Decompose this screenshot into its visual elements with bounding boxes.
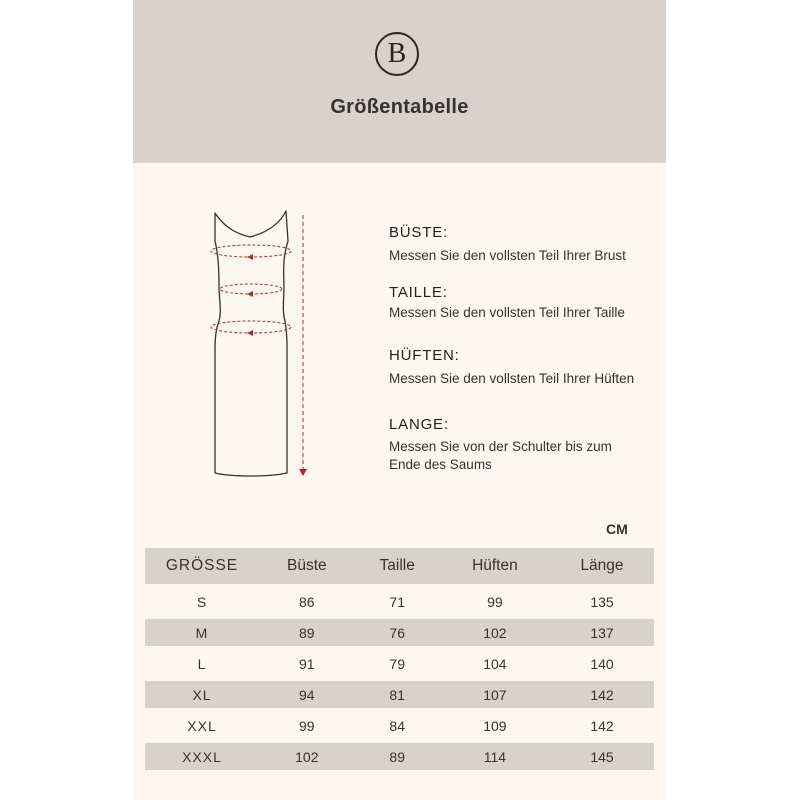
length-cell: 142 (550, 681, 654, 708)
bust-cell: 94 (259, 681, 355, 708)
bust-cell: 102 (259, 743, 355, 770)
length-cell: 137 (550, 619, 654, 646)
size-cell: L (197, 655, 207, 672)
column-header-size: GRÖSSE (145, 548, 259, 584)
table-row (145, 650, 654, 677)
table-row (145, 681, 654, 708)
hips-cell: 99 (487, 593, 503, 610)
header-band (133, 0, 666, 163)
hips-cell: 114 (440, 743, 550, 770)
bust-cell: 91 (299, 655, 315, 672)
length-cell: 135 (590, 593, 614, 610)
length-description: Messen Sie von der Schulter bis zum Ende des Saums (389, 439, 612, 472)
waist-cell: 84 (389, 717, 405, 734)
hips-cell: 109 (483, 717, 507, 734)
length-cell: 140 (590, 655, 614, 672)
column-header-length: Länge (550, 548, 654, 584)
waist-cell: 89 (355, 743, 440, 770)
page-title: Größentabelle (330, 96, 469, 118)
bust-cell: 89 (259, 619, 355, 646)
hips-description: Messen Sie den vollsten Teil Ihrer Hüften (389, 371, 635, 386)
size-cell: S (196, 593, 208, 610)
size-cell: XXXL (145, 743, 259, 770)
table-row (145, 743, 654, 770)
unit-label: CM (606, 521, 628, 537)
hips-label: HÜFTEN: (389, 347, 460, 364)
dress-outline (215, 211, 288, 476)
size-cell: XXL (187, 717, 217, 734)
waist-cell: 71 (389, 593, 405, 610)
hips-cell: 102 (440, 619, 550, 646)
bust-label: BÜSTE: (389, 224, 448, 241)
size-chart-card (133, 0, 666, 800)
waist-description: Messen Sie den vollsten Teil Ihrer Taille (389, 305, 625, 320)
dress-diagram (203, 205, 323, 490)
table-row (145, 588, 654, 615)
length-label: LANGE: (389, 416, 449, 433)
table-header-row (145, 548, 654, 584)
column-header-bust: Büste (259, 548, 355, 584)
length-arrow-icon (299, 469, 307, 476)
size-cell: XL (145, 681, 259, 708)
bust-description: Messen Sie den vollsten Teil Ihrer Brust (389, 248, 626, 263)
bust-cell: 99 (299, 717, 315, 734)
waist-cell: 79 (389, 655, 405, 672)
brand-logo: B (375, 32, 419, 76)
column-header-hips: Hüften (440, 548, 550, 584)
length-cell: 145 (550, 743, 654, 770)
size-table (145, 544, 654, 774)
waist-cell: 76 (355, 619, 440, 646)
waist-label: TAILLE: (389, 284, 448, 301)
waist-cell: 81 (355, 681, 440, 708)
hips-cell: 107 (440, 681, 550, 708)
bust-cell: 86 (299, 593, 315, 610)
size-cell: M (145, 619, 259, 646)
hips-cell: 104 (483, 655, 507, 672)
column-header-waist: Taille (355, 548, 440, 584)
length-cell: 142 (590, 717, 614, 734)
table-row (145, 619, 654, 646)
table-row (145, 712, 654, 739)
